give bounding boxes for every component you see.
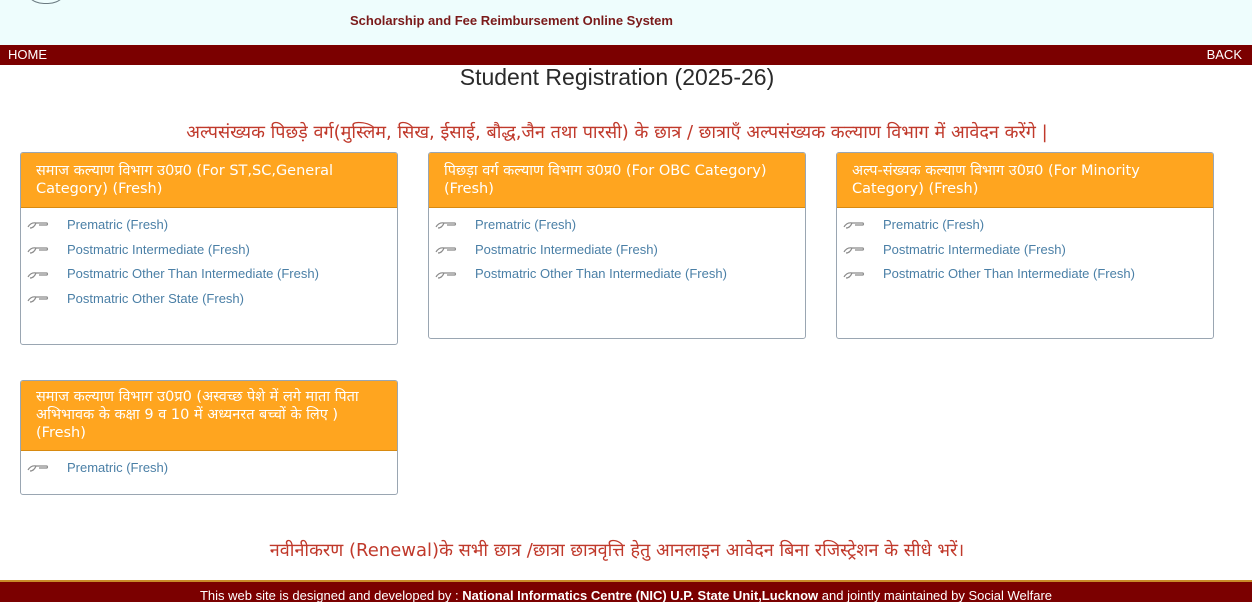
site-header (0, 0, 1252, 45)
card-unclean-occupation (20, 380, 398, 495)
site-title: Scholarship and Fee Reimbursement Online System (350, 13, 673, 28)
list-item[interactable] (841, 237, 1205, 262)
list-item[interactable] (433, 237, 797, 262)
card-links (21, 451, 397, 488)
pointing-hand-icon (843, 245, 865, 255)
card-title: समाज कल्याण विभाग उ0प्र0 (अस्वच्छ पेशे में लगे माता पिता अभिभावक के कक्षा 9 व 10 में अध्यनरत बच्चों के लिए ) (Fresh) (21, 381, 397, 451)
pointing-hand-icon (27, 220, 49, 230)
pointing-hand-icon (843, 270, 865, 280)
footer-org: National Informatics Centre (NIC) U.P. State Unit,Lucknow (462, 588, 819, 603)
footer (0, 580, 1252, 602)
card-title: अल्प-संख्यक कल्याण विभाग उ0प्र0 (For Minority Category) (Fresh) (837, 153, 1213, 208)
pointing-hand-icon (843, 220, 865, 230)
postmatric-other-than-intermediate-link[interactable]: Postmatric Other Than Intermediate (Fresh) (67, 266, 319, 281)
prematric-link[interactable]: Prematric (Fresh) (883, 217, 985, 232)
postmatric-other-than-intermediate-link[interactable]: Postmatric Other Than Intermediate (Fresh) (475, 266, 727, 281)
card-links (21, 208, 397, 319)
list-item[interactable] (25, 212, 389, 237)
nav-bar (0, 45, 1252, 65)
prematric-link[interactable]: Prematric (Fresh) (475, 217, 577, 232)
list-item[interactable] (25, 286, 389, 311)
pointing-hand-icon (27, 245, 49, 255)
card-minority (836, 152, 1214, 339)
postmatric-other-state-link[interactable]: Postmatric Other State (Fresh) (67, 291, 244, 306)
pointing-hand-icon (435, 270, 457, 280)
list-item[interactable] (433, 212, 797, 237)
emblem-logo (22, 0, 70, 4)
list-item[interactable] (25, 237, 389, 262)
postmatric-intermediate-link[interactable]: Postmatric Intermediate (Fresh) (883, 242, 1066, 257)
home-link[interactable]: HOME (8, 47, 47, 62)
back-link[interactable]: BACK (1206, 47, 1242, 62)
footer-prefix: This web site is designed and developed by : (199, 588, 463, 603)
card-links (837, 208, 1213, 294)
page-title: Student Registration (2025-26) (459, 64, 775, 90)
card-title: पिछड़ा वर्ग कल्याण विभाग उ0प्र0 (For OBC Category) (Fresh) (429, 153, 805, 208)
card-sc-st-general (20, 152, 398, 345)
minority-notice: अल्पसंख्यक पिछड़े वर्ग(मुस्लिम, सिख, ईसाई, बौद्ध,जैन तथा पारसी) के छात्र / छात्राएँ अल्पसंख्यक कल्याण विभाग में आवेदन करेंगे | (186, 122, 1048, 143)
card-links (429, 208, 805, 294)
renewal-notice: नवीनीकरण (Renewal)के सभी छात्र /छात्रा छात्रवृत्ति हेतु आनलाइन आवेदन बिना रजिस्ट्रेशन के सीधे भरें। (269, 540, 965, 561)
pointing-hand-icon (435, 245, 457, 255)
prematric-link[interactable]: Prematric (Fresh) (67, 217, 169, 232)
card-obc (428, 152, 806, 339)
list-item[interactable] (841, 212, 1205, 237)
postmatric-other-than-intermediate-link[interactable]: Postmatric Other Than Intermediate (Fresh) (883, 266, 1135, 281)
pointing-hand-icon (27, 294, 49, 304)
card-title: समाज कल्याण विभाग उ0प्र0 (For ST,SC,General Category) (Fresh) (21, 153, 397, 208)
prematric-link[interactable]: Prematric (Fresh) (67, 460, 169, 475)
pointing-hand-icon (435, 220, 457, 230)
postmatric-intermediate-link[interactable]: Postmatric Intermediate (Fresh) (67, 242, 250, 257)
list-item[interactable] (25, 455, 389, 480)
postmatric-intermediate-link[interactable]: Postmatric Intermediate (Fresh) (475, 242, 658, 257)
list-item[interactable] (841, 262, 1205, 286)
pointing-hand-icon (27, 270, 49, 280)
list-item[interactable] (25, 262, 389, 286)
pointing-hand-icon (27, 463, 49, 473)
footer-suffix: and jointly maintained by Social Welfare (818, 588, 1053, 603)
list-item[interactable] (433, 262, 797, 286)
